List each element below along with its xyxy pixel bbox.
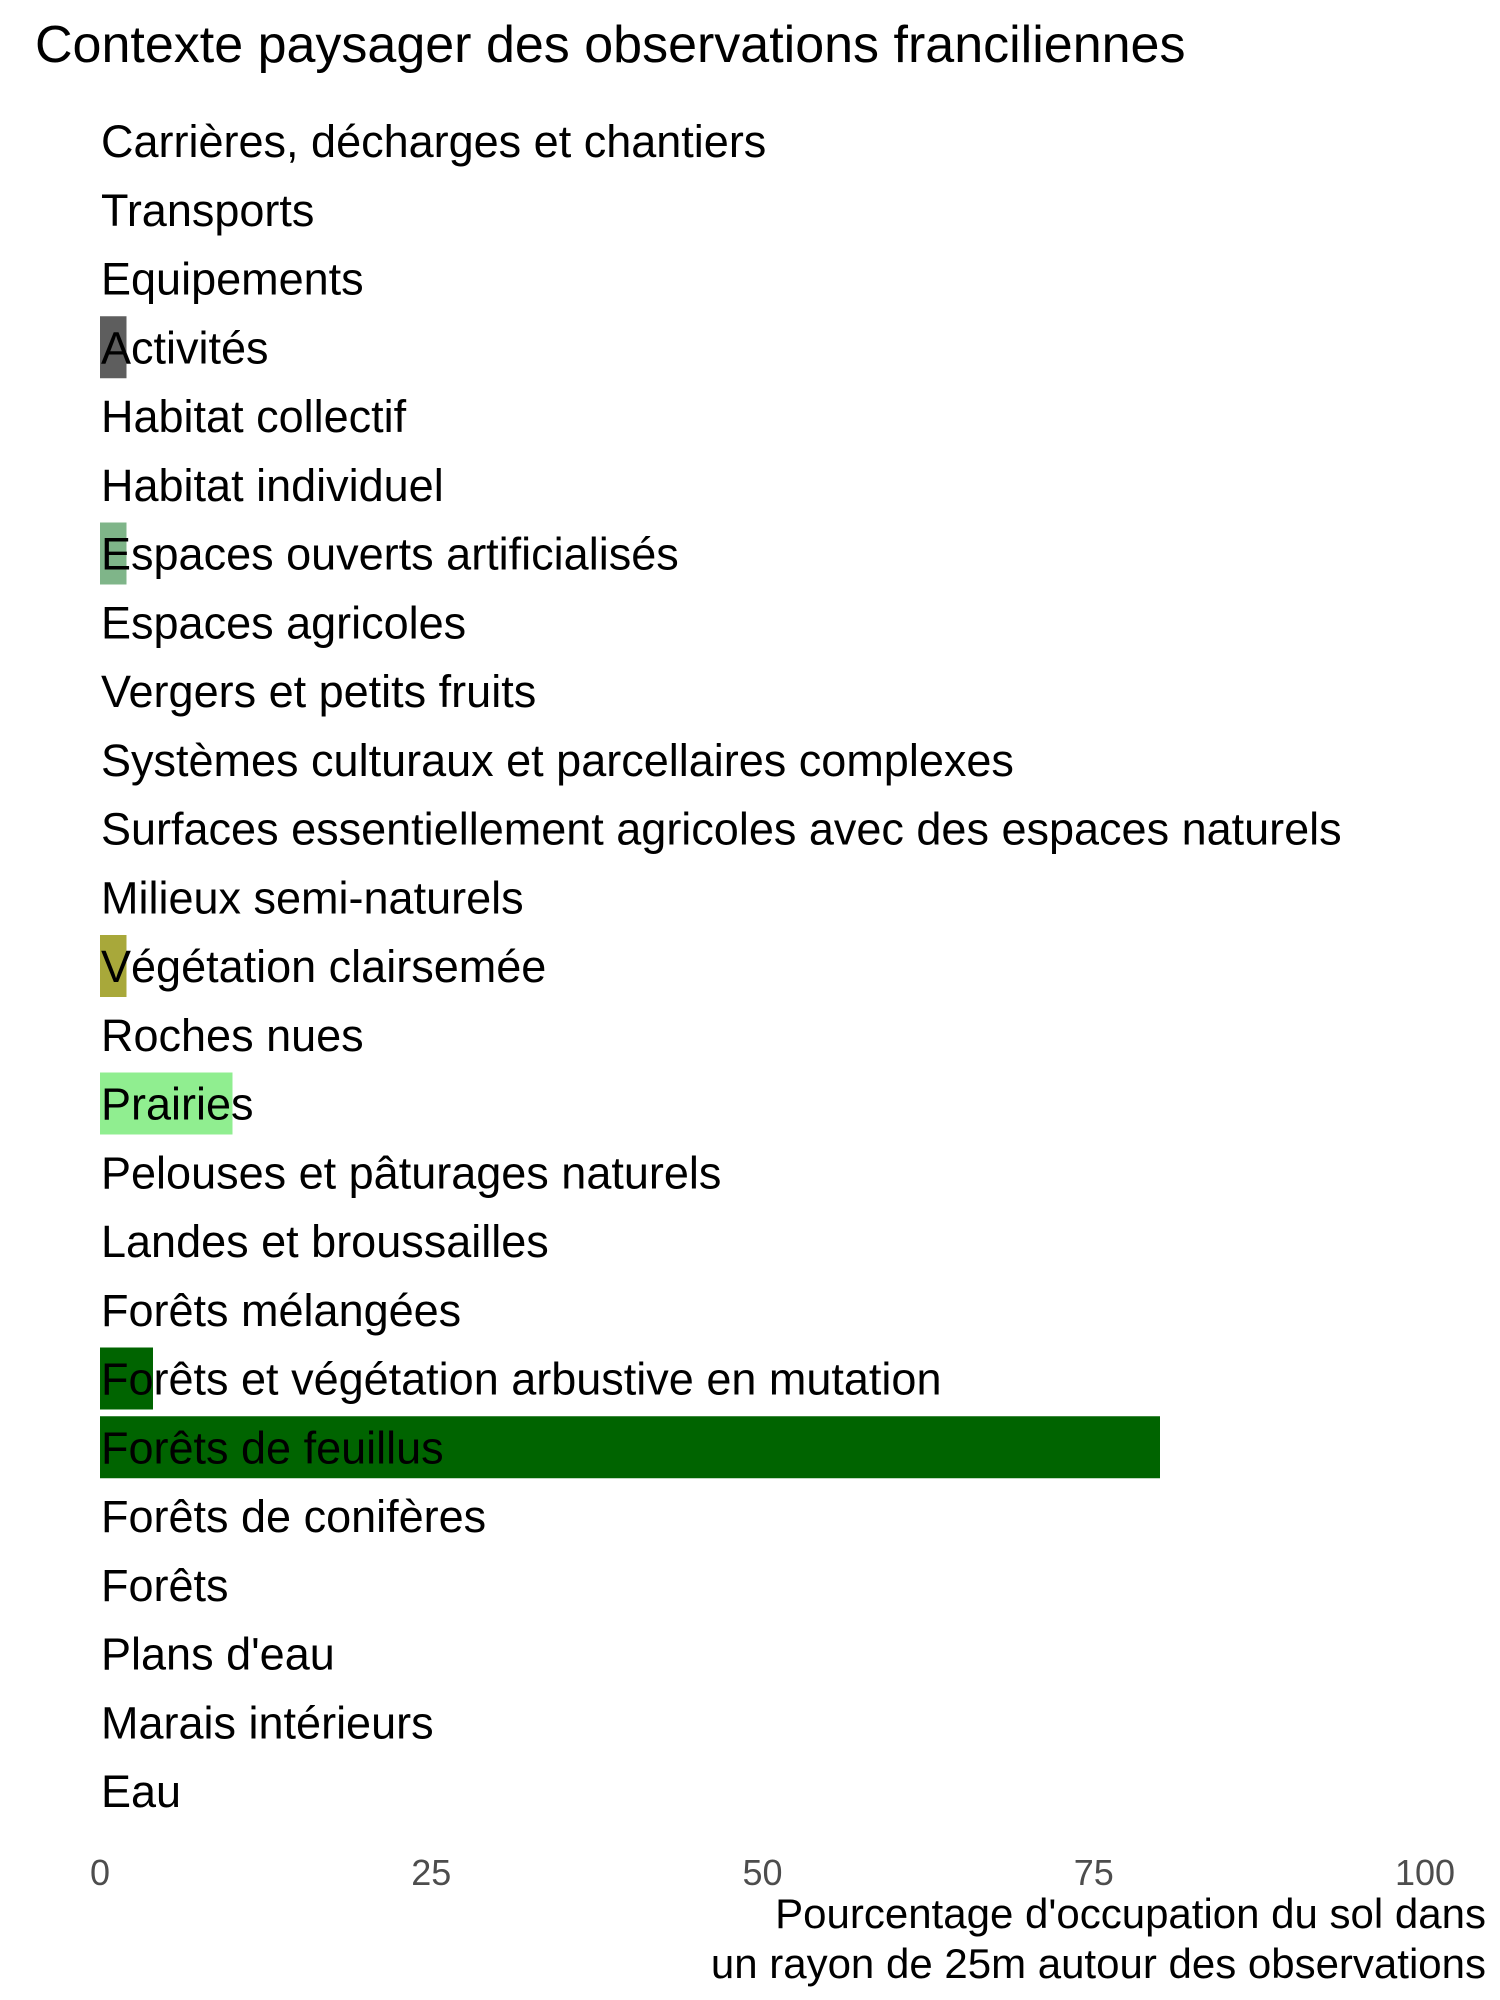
category-label: Habitat individuel: [101, 459, 444, 511]
category-label: Marais intérieurs: [101, 1697, 434, 1749]
category-label: Habitat collectif: [101, 391, 407, 442]
category-label: Forêts de feuillus: [101, 1422, 444, 1474]
chart-title: Contexte paysager des observations franciliennes: [35, 16, 1186, 74]
category-label: Roches nues: [101, 1009, 364, 1061]
category-label: Pelouses et pâturages naturels: [101, 1147, 722, 1199]
category-label: Surfaces essentiellement agricoles avec des espaces naturels: [101, 803, 1342, 855]
category-label: Landes et broussailles: [101, 1216, 549, 1267]
category-label: Eau: [101, 1766, 182, 1817]
category-label: Milieux semi-naturels: [101, 872, 524, 924]
x-axis-title-line-1: Pourcentage d'occupation du sol dans: [775, 1890, 1486, 1937]
category-label: Vergers et petits fruits: [101, 666, 537, 717]
category-label: Transports: [101, 184, 315, 236]
category-label: Forêts: [101, 1559, 229, 1611]
category-label: Plans d'eau: [101, 1628, 335, 1680]
category-label: Espaces agricoles: [101, 597, 467, 649]
category-label: Végétation clairsemée: [101, 941, 547, 992]
category-label: Forêts et végétation arbustive en mutation: [101, 1353, 942, 1405]
x-tick-label: 25: [411, 1852, 452, 1893]
x-axis-ticks: [90, 1852, 1455, 1893]
x-tick-label: 75: [1073, 1852, 1114, 1893]
category-labels: [101, 116, 1342, 1817]
x-tick-label: 0: [89, 1852, 111, 1893]
category-label: Forêts de conifères: [101, 1491, 487, 1542]
category-label: Prairies: [101, 1078, 254, 1130]
x-tick-label: 50: [742, 1852, 783, 1893]
category-label: Activités: [101, 322, 269, 374]
category-label: Forêts mélangées: [101, 1284, 462, 1336]
x-tick-label: 100: [1394, 1852, 1456, 1893]
category-label: Espaces ouverts artificialisés: [101, 528, 679, 580]
category-label: Systèmes culturaux et parcellaires complexes: [101, 734, 1014, 786]
x-axis-title-line-2: un rayon de 25m autour des observations: [710, 1940, 1486, 1987]
category-label: Carrières, décharges et chantiers: [101, 116, 767, 167]
category-label: Equipements: [101, 253, 364, 305]
